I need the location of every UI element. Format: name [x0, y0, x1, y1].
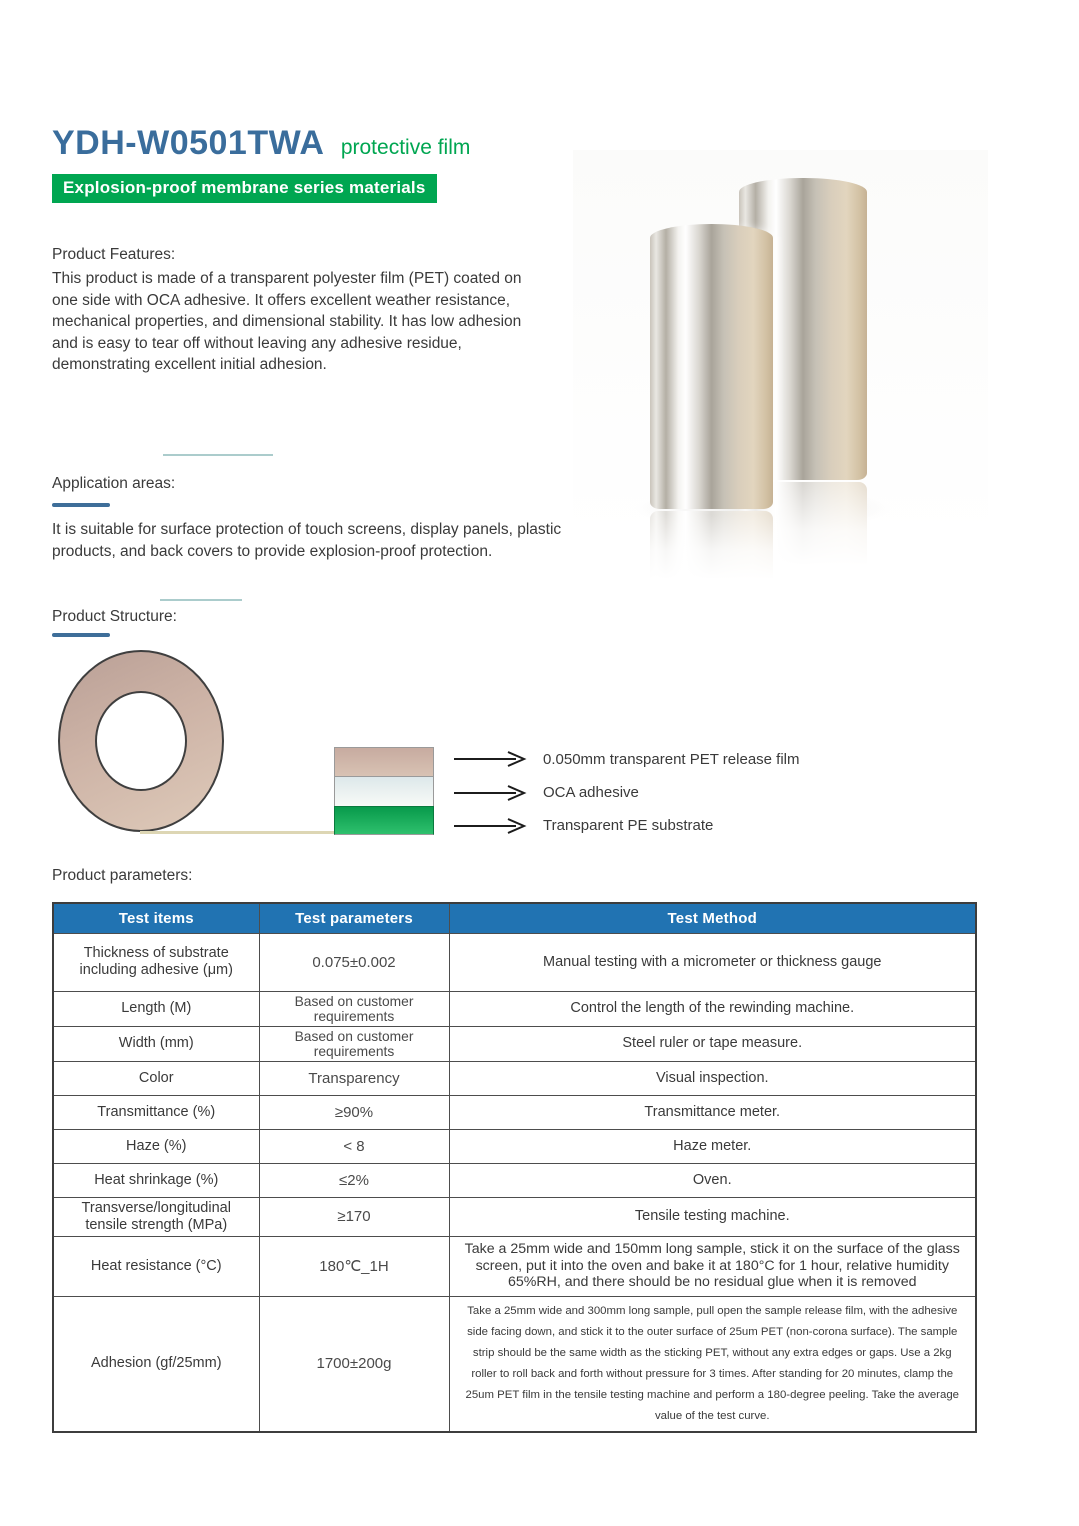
product-title: YDH-W0501TWA [52, 124, 325, 162]
cell-test-method: Tensile testing machine. [449, 1197, 976, 1236]
cell-test-item: Length (M) [53, 991, 259, 1026]
product-photo [573, 150, 988, 588]
structure-heading: Product Structure: [52, 608, 177, 625]
parameters-table [52, 902, 977, 1433]
cell-test-method: Transmittance meter. [449, 1095, 976, 1129]
cell-test-parameter: 1700±200g [259, 1296, 449, 1432]
layer-label-pe: Transparent PE substrate [543, 817, 714, 834]
layer-label-oca: OCA adhesive [543, 784, 639, 801]
layer-oca-adhesive [334, 776, 434, 806]
film-roll-front [650, 224, 773, 509]
table-row [53, 1061, 976, 1095]
cell-test-item: Heat shrinkage (%) [53, 1163, 259, 1197]
film-roll-graphic [58, 650, 224, 832]
column-header-test-method: Test Method [449, 903, 976, 933]
cell-test-item: Transmittance (%) [53, 1095, 259, 1129]
series-banner: Explosion-proof membrane series materials [52, 174, 437, 203]
cell-test-parameter: 0.075±0.002 [259, 933, 449, 991]
product-subtitle: protective film [340, 136, 471, 159]
cell-test-item: Transverse/longitudinal tensile strength (MPa) [53, 1197, 259, 1236]
cell-test-parameter: ≤2% [259, 1163, 449, 1197]
application-heading: Application areas: [52, 475, 176, 492]
cell-test-parameter: ≥90% [259, 1095, 449, 1129]
table-row [53, 1026, 976, 1061]
cell-test-method: Visual inspection. [449, 1061, 976, 1095]
column-header-test-items: Test items [53, 903, 259, 933]
cell-test-parameter: 180℃_1H [259, 1236, 449, 1296]
cell-test-parameter: < 8 [259, 1129, 449, 1163]
cell-test-item: Width (mm) [53, 1026, 259, 1061]
cell-test-method: Manual testing with a micrometer or thickness gauge [449, 933, 976, 991]
arrow-icon [452, 817, 532, 835]
cell-test-method: Steel ruler or tape measure. [449, 1026, 976, 1061]
parameters-heading: Product parameters: [52, 867, 193, 884]
layer-pe-substrate [334, 806, 434, 835]
film-roll-core [95, 691, 187, 791]
heading-underline [52, 503, 110, 507]
table-row [53, 1163, 976, 1197]
cell-test-method: Take a 25mm wide and 300mm long sample, pull open the sample release film, with the adhesive side facing down, and stick it to the outer surface of 25um PET (non-corona surface). The sample strip should be the same width as the sticking PET, without any extra edges or gaps. Use a 2kg roller to roll back and forth without pressure for 3 times. After standing for 20 minutes, clamp the 25um PET film in the tensile testing machine and perform a 180-degree peeling. Take the average value of the test curve. [449, 1296, 976, 1432]
table-row [53, 1129, 976, 1163]
heading-underline [52, 633, 110, 637]
table-row [53, 1197, 976, 1236]
table-row [53, 1296, 976, 1432]
layer-pet-release-film [334, 747, 434, 776]
cell-test-item: Thickness of substrate including adhesive (μm) [53, 933, 259, 991]
cell-test-method: Haze meter. [449, 1129, 976, 1163]
table-row [53, 1095, 976, 1129]
cell-test-item: Color [53, 1061, 259, 1095]
application-body: It is suitable for surface protection of touch screens, display panels, plastic products, and back covers to provide explosion-proof protection. [52, 521, 562, 560]
cell-test-method: Take a 25mm wide and 150mm long sample, stick it on the surface of the glass screen, put it into the oven and bake it at 180°C for 1 hour, relative humidity 65%RH, and there should be no residual glue when it is removed [449, 1236, 976, 1296]
cell-test-item: Heat resistance (°C) [53, 1236, 259, 1296]
table-row [53, 1236, 976, 1296]
table-row [53, 991, 976, 1026]
divider-line [163, 454, 273, 456]
arrow-icon [452, 750, 532, 768]
table-header-row [53, 903, 976, 933]
cell-test-parameter: Transparency [259, 1061, 449, 1095]
layer-stack [334, 747, 434, 835]
features-heading: Product Features: [52, 246, 176, 263]
column-header-test-parameters: Test parameters [259, 903, 449, 933]
cell-test-item: Haze (%) [53, 1129, 259, 1163]
table-row [53, 933, 976, 991]
layer-label-pet: 0.050mm transparent PET release film [543, 751, 800, 768]
title-row [52, 124, 470, 163]
cell-test-parameter: Based on customer requirements [259, 1026, 449, 1061]
features-body: This product is made of a transparent polyester film (PET) coated on one side with OCA adhesive. It offers excellent weather resistance, mechanical properties, and dimensional stability. It has low adhesion and is easy to tear off without leaving any adhesive residue, demonstrating excellent initial adhesion. [52, 270, 522, 373]
divider-line [160, 599, 242, 601]
cell-test-parameter: Based on customer requirements [259, 991, 449, 1026]
cell-test-parameter: ≥170 [259, 1197, 449, 1236]
cell-test-item: Adhesion (gf/25mm) [53, 1296, 259, 1432]
film-roll-reflection [650, 511, 773, 583]
cell-test-method: Control the length of the rewinding machine. [449, 991, 976, 1026]
cell-test-method: Oven. [449, 1163, 976, 1197]
arrow-icon [452, 784, 532, 802]
